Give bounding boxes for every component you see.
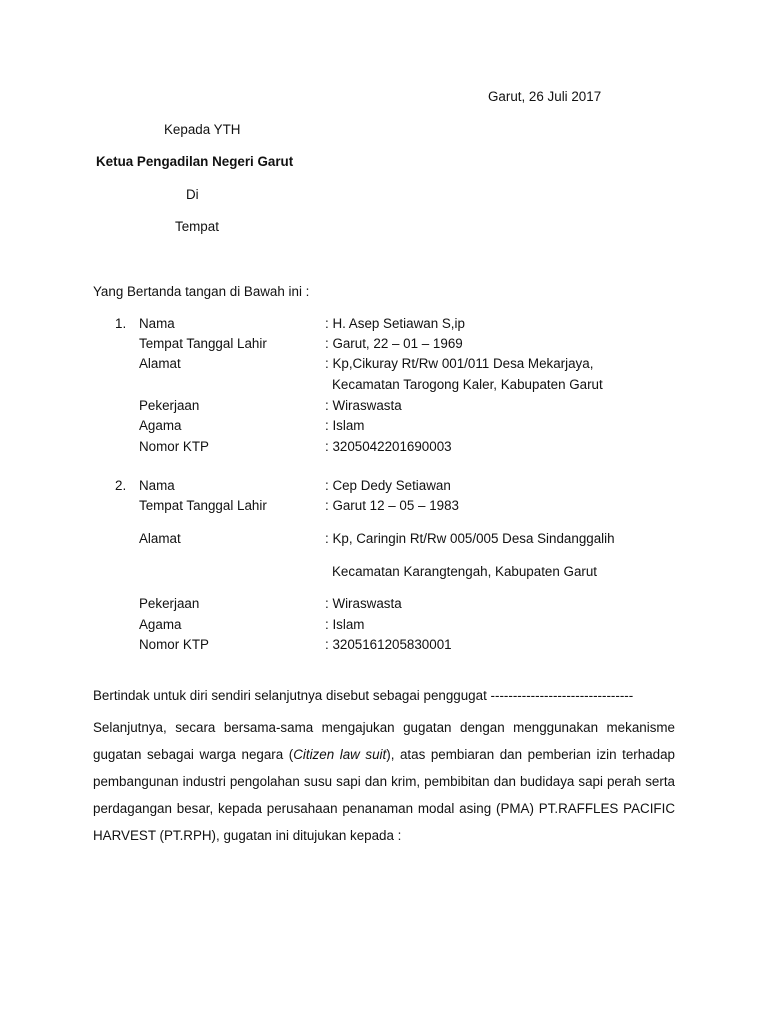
field-label-alamat: Alamat — [139, 531, 181, 546]
field-label-ktp: Nomor KTP — [139, 439, 209, 454]
field-value-agama: : Islam — [325, 418, 365, 433]
field-label-ttl: Tempat Tanggal Lahir — [139, 336, 267, 351]
field-value-agama: : Islam — [325, 617, 365, 632]
field-label-nama: Nama — [139, 316, 175, 331]
field-label-pekerjaan: Pekerjaan — [139, 398, 200, 413]
field-value-pekerjaan: : Wiraswasta — [325, 596, 402, 611]
field-label-ktp: Nomor KTP — [139, 637, 209, 652]
field-value-ktp: : 3205042201690003 — [325, 439, 452, 454]
field-label-ttl: Tempat Tanggal Lahir — [139, 498, 267, 513]
recipient-salutation: Kepada YTH — [164, 122, 241, 137]
field-value-ttl: : Garut 12 – 05 – 1983 — [325, 498, 460, 513]
body-paragraph — [93, 714, 675, 849]
field-value-ktp: : 3205161205830001 — [325, 637, 452, 652]
field-label-pekerjaan: Pekerjaan — [139, 596, 200, 611]
recipient-di: Di — [186, 187, 199, 202]
intro-text: Yang Bertanda tangan di Bawah ini : — [93, 284, 310, 299]
recipient-tempat: Tempat — [175, 219, 219, 234]
field-label-agama: Agama — [139, 617, 182, 632]
field-label-nama: Nama — [139, 478, 175, 493]
field-value-nama: : Cep Dedy Setiawan — [325, 478, 451, 493]
field-value-alamat: : Kp, Caringin Rt/Rw 005/005 Desa Sindanggalih — [325, 531, 615, 546]
person-number: 2. — [115, 478, 127, 493]
body-text-part1: Selanjutnya, secara bersama-sama mengajukan gugatan dengan menggunakan mekanisme gugatan sebagai warga negara ( — [93, 720, 675, 762]
letter-date: Garut, 26 Juli 2017 — [488, 89, 602, 104]
field-label-alamat: Alamat — [139, 356, 181, 371]
field-value-alamat-cont: Kecamatan Tarogong Kaler, Kabupaten Garut — [332, 377, 603, 392]
person-number: 1. — [115, 316, 127, 331]
body-text-italic: Citizen law suit — [293, 747, 387, 762]
plaintiff-statement: Bertindak untuk diri sendiri selanjutnya disebut sebagai penggugat -------------------------------- — [93, 688, 634, 703]
field-label-agama: Agama — [139, 418, 182, 433]
field-value-pekerjaan: : Wiraswasta — [325, 398, 402, 413]
body-text-part2: ), atas pembiaran dan pemberian izin terhadap pembangunan industri pengolahan susu sapi dan krim, pembibitan dan budidaya sapi perah serta perdagangan besar, kepada perusahaan penanaman modal asing (PMA) PT.RAFFLES PACIFIC HARVEST (PT.RPH), gugatan ini ditujukan kepada : — [93, 747, 675, 843]
field-value-alamat-cont: Kecamatan Karangtengah, Kabupaten Garut — [332, 564, 598, 579]
field-value-alamat: : Kp,Cikuray Rt/Rw 001/011 Desa Mekarjaya, — [325, 356, 594, 371]
field-value-nama: : H. Asep Setiawan S,ip — [325, 316, 465, 331]
recipient-title: Ketua Pengadilan Negeri Garut — [96, 154, 294, 169]
field-value-ttl: : Garut, 22 – 01 – 1969 — [325, 336, 463, 351]
